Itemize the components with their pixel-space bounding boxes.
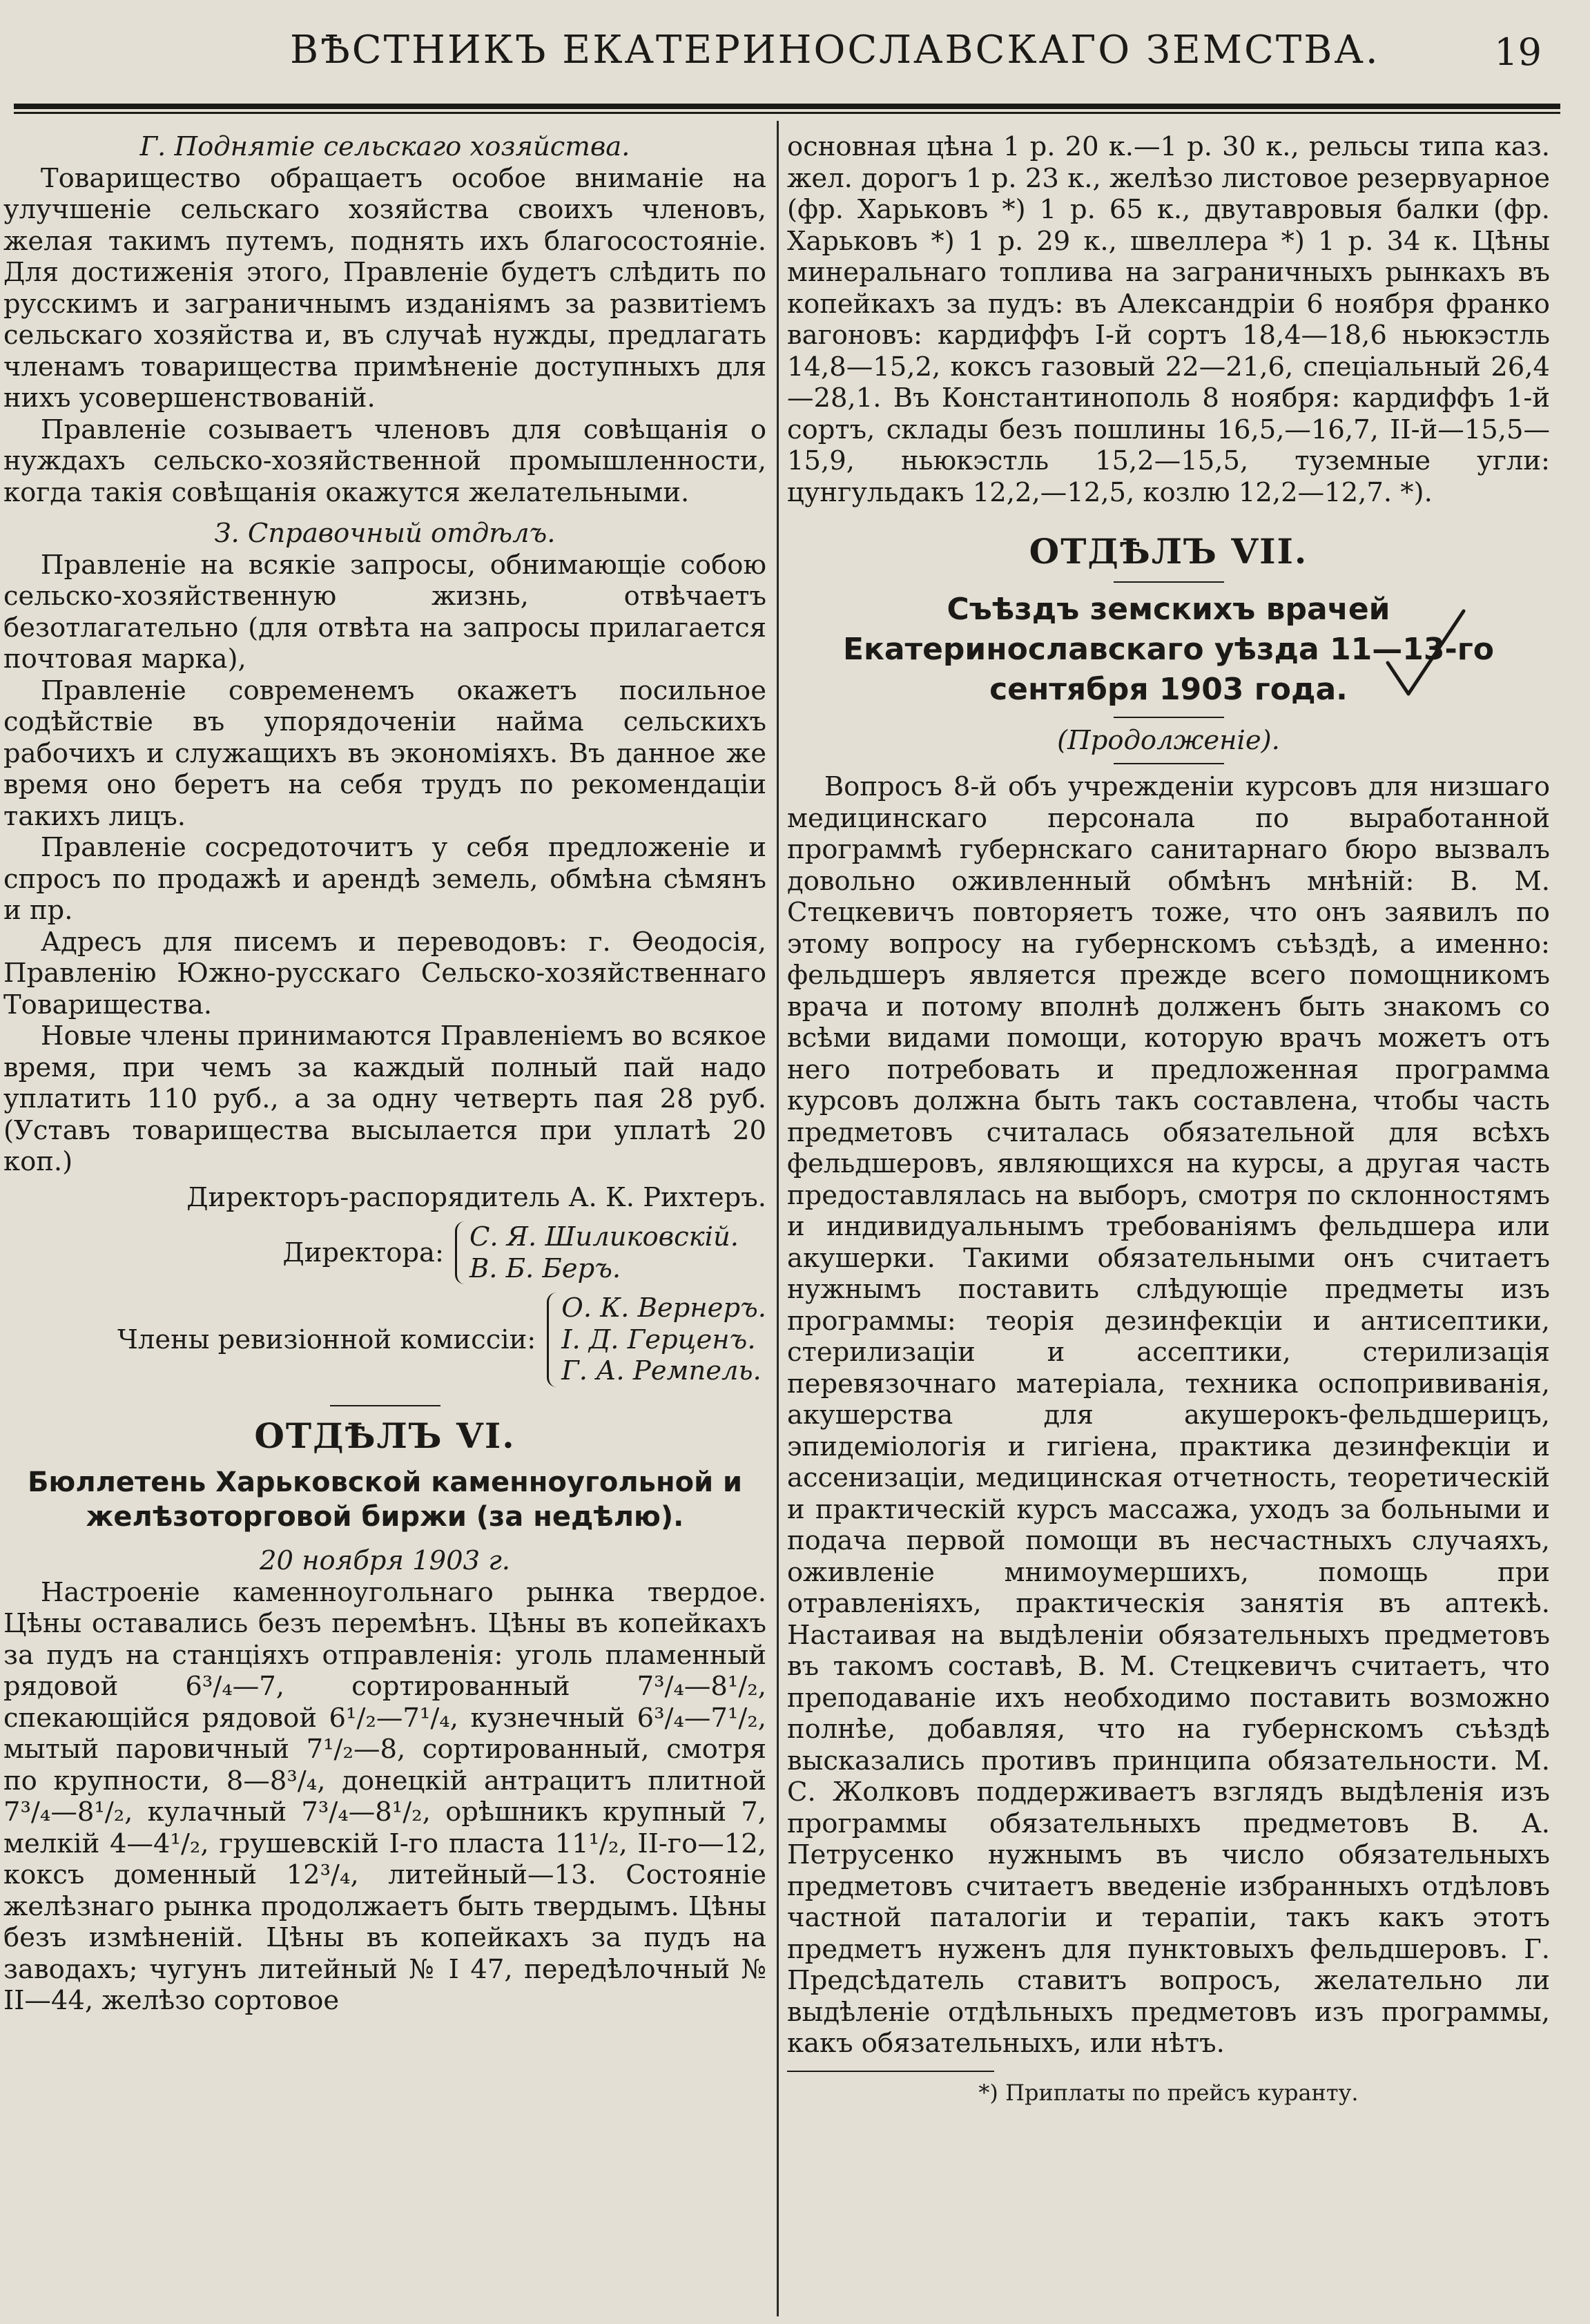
department-heading: ОТДѢЛЪ VII. xyxy=(1029,531,1308,572)
checkmark-icon xyxy=(1381,608,1471,704)
paragraph: Правленіе современемъ окажетъ посильное содѣйствіе въ упорядоченіи найма сельскихъ рабочихъ и служащихъ въ экономіяхъ. Въ данное же время оно беретъ на себя трудъ по рекомендаціи такихъ лицъ. xyxy=(3,675,766,832)
right-column xyxy=(787,131,1550,2109)
separator xyxy=(330,1405,440,1406)
separator xyxy=(1114,763,1224,764)
separator xyxy=(1114,581,1224,583)
footnote-rule xyxy=(787,2071,994,2072)
paragraph: Настроеніе каменноугольнаго рынка твердое. Цѣны оставались безъ перемѣнъ. Цѣны въ копейкахъ за пудъ на станціяхъ отправленія: уголь пламенный рядовой 6³/₄—7, сортированный 7³/₄—8¹/₂, спекающійся рядовой 6¹/₂—7¹/₄, кузнечный 6³/₄—7¹/₂, мытый паровичный 7¹/₂—8, сортированный, смотря по крупности, 8—8³/₄, донецкій антрацитъ плитной 7³/₄—8¹/₂, кулачный 7³/₄—8¹/₂, орѣшникъ крупный 7, мелкій 4—4¹/₂, грушевскій І-го пласта 11¹/₂, ІІ-го—12, коксъ доменный 12³/₄, литейный—13. Состояніе желѣзнаго рынка продолжаетъ быть твердымъ. Цѣны безъ измѣненій. Цѣны въ копейкахъ за пудъ на заводахъ; чугунъ литейный № І 47, передѣлочный № ІІ—44, желѣзо сортовое xyxy=(3,1576,766,2016)
paragraph: Новые члены принимаются Правленіемъ во всякое время, при чемъ за каждый полный пай надо уплатить 110 руб., а за одну четверть пая 28 руб. (Уставъ товарищества высылается при уплатѣ 20 коп.) xyxy=(3,1020,766,1177)
footnote: *) Приплаты по прейсъ куранту. xyxy=(978,2079,1359,2106)
separator xyxy=(1114,717,1224,718)
section-heading: З. Справочный отдѣлъ. xyxy=(214,518,556,549)
directors-block xyxy=(3,1221,739,1284)
director-signature: Директоръ-распорядитель А. К. Рихтеръ. xyxy=(186,1181,766,1213)
congress-title: Съѣздъ земскихъ врачей Екатеринославскаго уѣзда 11—13-го сентября 1903 года. xyxy=(842,591,1495,707)
bulletin-title: Бюллетень Харьковской каменноугольной и желѣзоторговой биржи (за недѣлю). xyxy=(27,1466,743,1533)
director-name: С. Я. Шиликовскій. xyxy=(469,1221,739,1252)
paragraph: Адресъ для писемъ и переводовъ: г. Ѳеодосія, Правленію Южно-русскаго Сельско-хозяйственнаго Товарищества. xyxy=(3,926,766,1020)
audit-list xyxy=(547,1292,766,1387)
department-heading: ОТДѢЛЪ VI. xyxy=(254,1415,516,1456)
director-name: В. Б. Беръ. xyxy=(469,1252,621,1284)
audit-block xyxy=(3,1292,766,1387)
continued-label: (Продолженіе). xyxy=(1057,724,1280,756)
left-column xyxy=(3,131,766,2017)
paragraph: Правленіе созываетъ членовъ для совѣщанія о нуждахъ сельско-хозяйственной промышленности, когда такія совѣщанія окажутся желательными. xyxy=(3,414,766,508)
directors-label: Директора: xyxy=(282,1237,444,1268)
paragraph: основная цѣна 1 р. 20 к.—1 р. 30 к., рельсы типа каз. жел. дорогъ 1 р. 23 к., желѣзо листовое резервуарное (фр. Харьковъ *) 1 р. 65 к., двутавровыя балки (фр. Харьковъ *) 1 р. 29 к., швеллера *) 1 р. 34 к. Цѣны минеральнаго топлива на заграничныхъ рынкахъ въ копейкахъ за пудъ: въ Александріи 6 ноября франко вагоновъ: кардиффъ І-й сортъ 18,4—18,6 ньюкэстль 14,8—15,2, коксъ газовый 22—21,6, спеціальный 26,4—28,1. Въ Константинополь 8 ноября: кардиффъ 1-й сортъ, склады безъ пошлины 16,5,—16,7, ІІ-й—15,5—15,9, ньюкэстль 15,2—15,5, туземные угли: цунгульдакъ 12,2,—12,5, козлю 12,2—12,7. *). xyxy=(787,131,1550,508)
running-header xyxy=(14,0,1562,76)
page-number: 19 xyxy=(1494,30,1542,74)
header-rule-thin xyxy=(14,112,1560,114)
header-rule-thick xyxy=(14,104,1560,109)
paragraph: Правленіе сосредоточитъ у себя предложеніе и спросъ по продажѣ и арендѣ земель, обмѣна сѣмянъ и пр. xyxy=(3,832,766,926)
directors-list xyxy=(455,1221,739,1284)
audit-member: О. К. Вернеръ. xyxy=(561,1292,766,1324)
audit-member: Г. А. Ремпель. xyxy=(561,1355,762,1386)
bulletin-date: 20 ноября 1903 г. xyxy=(259,1545,511,1576)
section-heading: Г. Поднятіе сельскаго хозяйства. xyxy=(139,131,630,162)
audit-member: І. Д. Герценъ. xyxy=(561,1324,756,1355)
paragraph: Товарищество обращаетъ особое вниманіе на улучшеніе сельскаго хозяйства своихъ членовъ, желая такимъ путемъ, поднять ихъ благосостояніе. Для достиженія этого, Правленіе будетъ слѣдить по русскимъ и заграничнымъ изданіямъ за развитіемъ сельскаго хозяйства и, въ случаѣ нужды, предлагать членамъ товарищества примѣненіе доступныхъ для нихъ усовершенствованій. xyxy=(3,162,766,414)
paragraph: Правленіе на всякіе запросы, обнимающіе собою сельско-хозяйственную жизнь, отвѣчаетъ безотлагательно (для отвѣта на запросы прилагается почтовая марка), xyxy=(3,549,766,675)
column-divider xyxy=(777,121,779,2316)
audit-label: Члены ревизіонной комиссіи: xyxy=(117,1324,536,1355)
paragraph: Вопросъ 8-й объ учрежденіи курсовъ для низшаго медицинскаго персонала по выработанной программѣ губернскаго санитарнаго бюро вызвалъ довольно оживленный обмѣнъ мнѣній: В. М. Стецкевичъ повторяетъ тоже, что онъ заявилъ по этому вопросу на губернскомъ съѣздѣ, а именно: фельдшеръ является прежде всего помощникомъ врача и потому вполнѣ долженъ быть знакомъ со всѣми видами помощи, которую врачъ можетъ отъ него потребовать и предложенная программа курсовъ должна быть такъ составлена, чтобы часть предметовъ считалась обязательной для всѣхъ фельдшеровъ, являющихся на курсы, а другая часть предоставлялась на выборъ, смотря по склонностямъ и индивидуальнымъ требованіямъ фельдшера или акушерки. Такими обязательными онъ считаетъ нужнымъ поставить слѣдующіе предметы изъ программы: теорія дезинфекціи и антисептики, стерилизаціи и ассептики, стерилизація перевязочнаго матеріала, техника оспопрививанія, акушерства для акушерокъ-фельдшерицъ, эпидеміологія и гигіена, практика дезинфекціи и ассенизаціи, медицинская отчетность, теоретическій и практическій курсъ массажа, уходъ за больными и подача первой помощи въ несчастныхъ случаяхъ, оживленіе мнимоумершихъ, помощь при отравленіяхъ, практическія занятія въ аптекѣ. Настаивая на выдѣленіи обязательныхъ предметовъ въ такомъ составѣ, В. М. Стецкевичъ считаетъ, что преподаваніе ихъ необходимо поставить возможно полнѣе, добавляя, что на губернскомъ съѣздѣ высказались противъ принципа обязательности. М. С. Жолковъ поддерживаетъ взглядъ выдѣленія изъ программы обязательныхъ предметовъ В. А. Петрусенко нужнымъ въ число обязательныхъ предметовъ считаетъ введеніе избранныхъ отдѣловъ частной паталогіи и терапіи, такъ какъ этотъ предметъ нуженъ для пунктовыхъ фельдшеровъ. Г. Предсѣдатель ставитъ вопросъ, желательно ли выдѣленіе отдѣльныхъ предметовъ изъ программы, какъ обязательныхъ, или нѣтъ. xyxy=(787,771,1550,2059)
journal-title: ВѢСТНИКЪ ЕКАТЕРИНОСЛАВСКАГО ЗЕМСТВА. xyxy=(290,28,1380,72)
